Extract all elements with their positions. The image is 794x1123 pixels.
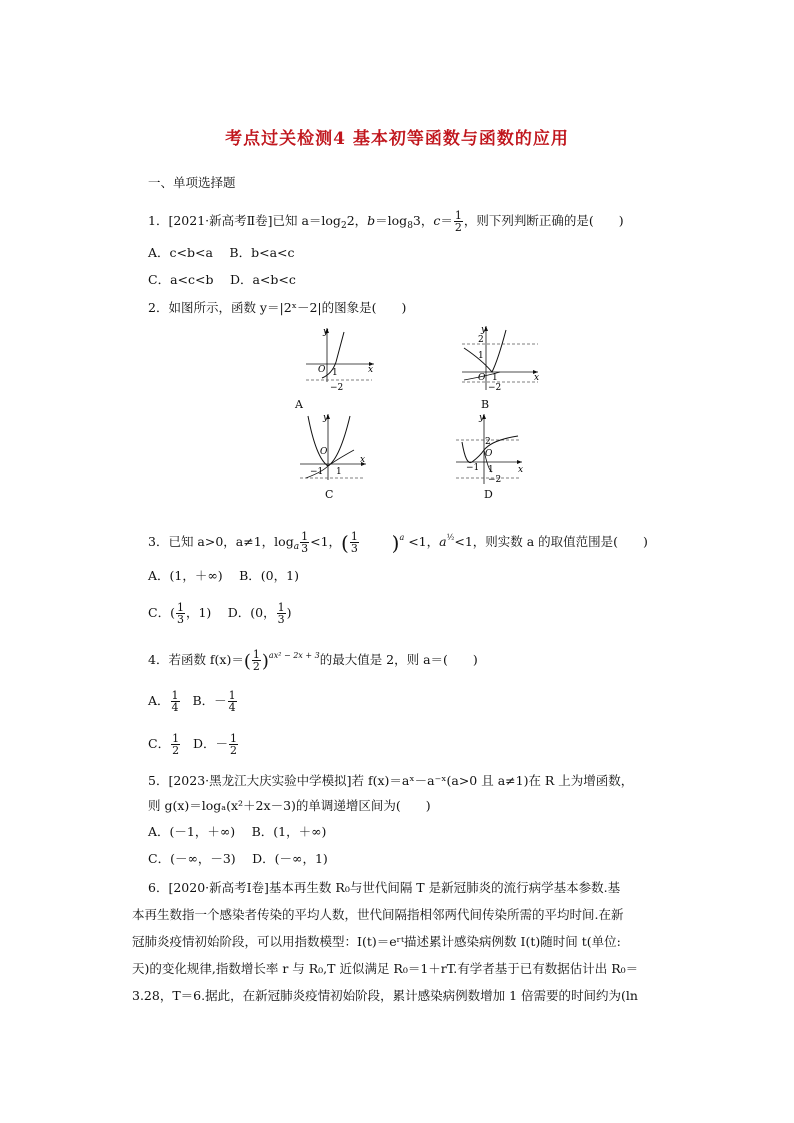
question-2-stem: 2．如图所示，函数 y＝|2ˣ－2|的图象是( ) bbox=[148, 300, 407, 315]
svg-text:y: y bbox=[323, 413, 329, 423]
svg-text:x: x bbox=[368, 365, 374, 375]
svg-text:−2: −2 bbox=[330, 383, 344, 393]
svg-text:O: O bbox=[318, 365, 326, 375]
q4-text-post: 的最大值是 2，则 a＝( ) bbox=[319, 652, 478, 667]
fraction: $\frac{1}{2}$ bbox=[172, 732, 180, 757]
q4-opt-a-label: A． bbox=[148, 693, 170, 708]
question-1-stem: 1．[2021·新高考Ⅱ卷]已知 $a=\log_22$，$b=\log_83$，c＝ $\frac{1}{2}$ ，则下列判断正确的是( ) bbox=[148, 209, 624, 234]
question-6-line-3: 冠肺炎疫情初始阶段，可以用指数模型：I(t)＝eʳᵗ描述累计感染病例数 I(t)随时间 t(单位: bbox=[132, 934, 621, 949]
graph-d-caption: D bbox=[484, 488, 493, 501]
question-3-stem: 3．已知 a>0，a≠1，$\log_a$ $\frac{1}{3}$ <1，( $\frac{1}{3}$ )$^a$ <1，$a^{\frac{1}{2}}<1$，则实数 a 的取值范围是( ) bbox=[148, 530, 648, 555]
svg-text:−2: −2 bbox=[488, 475, 502, 485]
question-5-options-cd: C．(－∞，－3) D．(－∞，1) bbox=[148, 851, 328, 866]
question-3-options-cd bbox=[148, 602, 292, 625]
graph-d bbox=[452, 410, 542, 500]
svg-text:1: 1 bbox=[332, 368, 338, 378]
fraction: $\frac{1}{3}$ bbox=[277, 601, 285, 626]
question-4-options-ab bbox=[148, 690, 238, 713]
q4-text-pre: 4．若函数 f(x)＝ bbox=[148, 652, 244, 667]
svg-text:2: 2 bbox=[485, 437, 491, 447]
svg-text:O: O bbox=[485, 449, 493, 459]
graph-c bbox=[292, 410, 382, 500]
svg-text:O: O bbox=[478, 373, 486, 383]
graph-c-caption: C bbox=[325, 488, 334, 501]
q4-opt-b-label: B．－ bbox=[192, 693, 227, 708]
svg-text:1: 1 bbox=[488, 465, 494, 475]
fraction: $\frac{1}{2}$ bbox=[454, 209, 462, 234]
svg-text:O: O bbox=[320, 447, 328, 457]
page-title: 考点过关检测4 基本初等函数与函数的应用 bbox=[225, 129, 569, 149]
svg-text:−1: −1 bbox=[466, 463, 480, 473]
svg-text:x: x bbox=[534, 373, 540, 383]
q4-opt-c-label: C． bbox=[148, 736, 171, 751]
q3-text-tail: <1，则实数 a 的取值范围是( ) bbox=[454, 534, 648, 549]
graph-a bbox=[292, 322, 382, 412]
svg-text:x: x bbox=[360, 455, 366, 465]
svg-text:−2: −2 bbox=[488, 383, 502, 393]
q1-text-pre: 1．[2021·新高考Ⅱ卷]已知 a＝log bbox=[148, 213, 341, 228]
svg-text:1: 1 bbox=[492, 373, 498, 383]
fraction: $\frac{1}{3}$ bbox=[176, 601, 184, 626]
fraction: $\frac{1}{3}$ bbox=[350, 530, 358, 555]
svg-text:2: 2 bbox=[478, 335, 484, 345]
q1-text-post: ，则下列判断正确的是( ) bbox=[463, 213, 624, 228]
graph-b bbox=[456, 322, 546, 412]
question-4-stem: 4．若函数 f(x)＝( $\frac{1}{2}$ )$^{ax^2 - 2x + 3}$的最大值是 2，则 a＝( ) bbox=[148, 648, 478, 673]
question-1-options-cd: C．a<c<b D．a<b<c bbox=[148, 272, 296, 287]
q4-exponent: ax² − 2x + 3 bbox=[268, 651, 320, 660]
question-4-options-cd bbox=[148, 733, 239, 756]
q3-text-pre: 3．已知 a>0，a≠1，log bbox=[148, 534, 294, 549]
svg-text:1: 1 bbox=[336, 467, 342, 477]
fraction: $\frac{1}{2}$ bbox=[252, 648, 260, 673]
svg-text:−1: −1 bbox=[310, 467, 324, 477]
graph-a-caption: A bbox=[295, 398, 303, 411]
svg-text:y: y bbox=[323, 327, 329, 337]
graph-b-caption: B bbox=[481, 398, 490, 411]
question-6-line-5: 3.28，T＝6.据此，在新冠肺炎疫情初始阶段，累计感染病例数增加 1 倍需要的时间约为(ln bbox=[132, 988, 638, 1003]
svg-text:x: x bbox=[518, 465, 524, 475]
svg-text:1: 1 bbox=[478, 351, 484, 361]
question-6-line-4: 天)的变化规律,指数增长率 r 与 R₀,T 近似满足 R₀＝1＋rT.有学者基于已有数据估计出 R₀＝ bbox=[132, 961, 639, 976]
fraction: $\frac{1}{4}$ bbox=[171, 689, 179, 714]
question-5-line-1: 5．[2023·黑龙江大庆实验中学模拟]若 f(x)＝aˣ－a⁻ˣ(a>0 且 a≠1)在 R 上为增函数， bbox=[148, 773, 634, 788]
question-1-options-ab: A．c<b<a B．b<a<c bbox=[148, 245, 295, 260]
svg-text:y: y bbox=[479, 413, 485, 423]
fraction: $\frac{1}{3}$ bbox=[301, 530, 309, 555]
fraction: $\frac{1}{4}$ bbox=[228, 689, 236, 714]
question-5-line-2: 则 g(x)＝logₐ(x²＋2x－3)的单调递增区间为( ) bbox=[148, 798, 431, 813]
svg-text:y: y bbox=[481, 325, 487, 335]
question-5-options-ab: A．(－1，＋∞) B．(1，＋∞) bbox=[148, 824, 327, 839]
q4-opt-d-label: D．－ bbox=[193, 736, 229, 751]
question-3-options-ab: A．(1，＋∞) B．(0，1) bbox=[148, 568, 299, 583]
q3-optc-mid: ，1) D．(0， bbox=[185, 605, 276, 620]
q3-optc-post: ) bbox=[286, 605, 292, 620]
q3-optc-pre: C．( bbox=[148, 605, 175, 620]
section-heading: 一、单项选择题 bbox=[148, 175, 236, 190]
question-6-line-2: 本再生数指一个感染者传染的平均人数，世代间隔指相邻两代间传染所需的平均时间.在新 bbox=[132, 907, 624, 922]
fraction: $\frac{1}{2}$ bbox=[230, 732, 238, 757]
question-6-line-1: 6．[2020·新高考Ⅰ卷]基本再生数 R₀与世代间隔 T 是新冠肺炎的流行病学基本参数.基 bbox=[148, 880, 621, 895]
